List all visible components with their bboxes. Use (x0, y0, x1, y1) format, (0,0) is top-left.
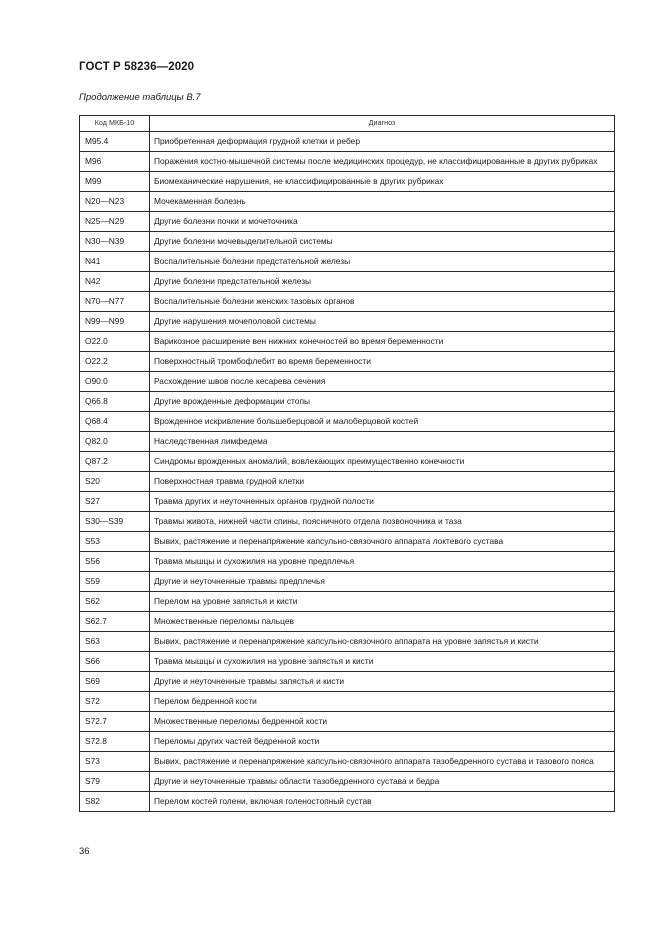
table-row (80, 792, 615, 812)
table-row (80, 592, 615, 612)
icd-code-cell: N99—N99 (80, 312, 150, 332)
table-row (80, 612, 615, 632)
diagnosis-cell: Поражения костно-мышечной системы после медицинских процедур, не классифицированные в других рубриках (150, 152, 615, 172)
diagnosis-cell: Травмы живота, нижней части спины, поясничного отдела позвоночника и таза (150, 512, 615, 532)
icd-code-cell: S72.8 (80, 732, 150, 752)
table-row (80, 332, 615, 352)
diagnosis-table (79, 115, 615, 812)
diagnosis-cell: Другие и неуточненные травмы запястья и кисти (150, 672, 615, 692)
diagnosis-cell: Мочекаменная болезнь (150, 192, 615, 212)
icd-code-cell: N20—N23 (80, 192, 150, 212)
icd-code-cell: S69 (80, 672, 150, 692)
diagnosis-cell: Воспалительные болезни женских тазовых органов (150, 292, 615, 312)
icd-code-cell: Q66.8 (80, 392, 150, 412)
diagnosis-cell: Воспалительные болезни предстательной железы (150, 252, 615, 272)
diagnosis-cell: Перелом костей голени, включая голеностопный сустав (150, 792, 615, 812)
diagnosis-cell: Врожденное искривление большеберцовой и малоберцовой костей (150, 412, 615, 432)
diagnosis-cell: Другие врожденные деформации стопы (150, 392, 615, 412)
diagnosis-cell: Вывих, растяжение и перенапряжение капсульно-связочного аппарата на уровне запястья и кисти (150, 632, 615, 652)
icd-code-cell: N70—N77 (80, 292, 150, 312)
diagnosis-cell: Переломы других частей бедренной кости (150, 732, 615, 752)
icd-code-cell: S79 (80, 772, 150, 792)
table-row (80, 252, 615, 272)
table-row (80, 432, 615, 452)
table-row (80, 392, 615, 412)
table-row (80, 712, 615, 732)
diagnosis-cell: Другие болезни почки и мочеточника (150, 212, 615, 232)
table-row (80, 772, 615, 792)
diagnosis-cell: Варикозное расширение вен нижних конечностей во время беременности (150, 332, 615, 352)
icd-code-cell: M95.4 (80, 132, 150, 152)
table-row (80, 632, 615, 652)
column-header-diagnosis: Диагноз (150, 116, 615, 132)
diagnosis-cell: Другие и неуточненные травмы области тазобедренного сустава и бедра (150, 772, 615, 792)
icd-code-cell: S82 (80, 792, 150, 812)
icd-code-cell: M96 (80, 152, 150, 172)
diagnosis-cell: Другие и неуточненные травмы предплечья (150, 572, 615, 592)
table-row (80, 512, 615, 532)
diagnosis-cell: Вывих, растяжение и перенапряжение капсульно-связочного аппарата локтевого сустава (150, 532, 615, 552)
table-row (80, 232, 615, 252)
table-row (80, 452, 615, 472)
diagnosis-cell: Перелом на уровне запястья и кисти (150, 592, 615, 612)
table-row (80, 472, 615, 492)
table-row (80, 532, 615, 552)
diagnosis-cell: Травма мышцы и сухожилия на уровне предплечья (150, 552, 615, 572)
table-row (80, 172, 615, 192)
table-row (80, 552, 615, 572)
diagnosis-cell: Поверхностная травма грудной клетки (150, 472, 615, 492)
icd-code-cell: S72.7 (80, 712, 150, 732)
icd-code-cell: O22.2 (80, 352, 150, 372)
icd-code-cell: Q87.2 (80, 452, 150, 472)
table-row (80, 352, 615, 372)
table-row (80, 152, 615, 172)
diagnosis-cell: Приобретенная деформация грудной клетки и ребер (150, 132, 615, 152)
table-row (80, 692, 615, 712)
table-row (80, 752, 615, 772)
table-body (80, 132, 615, 812)
table-row (80, 492, 615, 512)
table-row (80, 672, 615, 692)
icd-code-cell: M99 (80, 172, 150, 192)
diagnosis-cell: Другие нарушения мочеполовой системы (150, 312, 615, 332)
column-header-code: Код МКБ-10 (80, 116, 150, 132)
diagnosis-cell: Наследственная лимфедема (150, 432, 615, 452)
table-row (80, 212, 615, 232)
table-row (80, 132, 615, 152)
table-row (80, 372, 615, 392)
diagnosis-cell: Множественные переломы пальцев (150, 612, 615, 632)
diagnosis-cell: Синдромы врожденных аномалий, вовлекающих преимущественно конечности (150, 452, 615, 472)
icd-code-cell: S30—S39 (80, 512, 150, 532)
page-number: 36 (79, 846, 90, 857)
diagnosis-cell: Вывих, растяжение и перенапряжение капсульно-связочного аппарата тазобедренного сустава и тазового пояса (150, 752, 615, 772)
diagnosis-cell: Травма мышцы и сухожилия на уровне запястья и кисти (150, 652, 615, 672)
document-header: ГОСТ Р 58236—2020 (79, 61, 195, 73)
diagnosis-cell: Поверхностный тромбофлебит во время беременности (150, 352, 615, 372)
icd-code-cell: S73 (80, 752, 150, 772)
table-caption: Продолжение таблицы В.7 (79, 92, 201, 103)
table-header-row (80, 116, 615, 132)
table-row (80, 572, 615, 592)
icd-code-cell: S59 (80, 572, 150, 592)
diagnosis-cell: Множественные переломы бедренной кости (150, 712, 615, 732)
icd-code-cell: N42 (80, 272, 150, 292)
table-row (80, 652, 615, 672)
icd-code-cell: O22.0 (80, 332, 150, 352)
icd-code-cell: N25—N29 (80, 212, 150, 232)
icd-code-cell: N30—N39 (80, 232, 150, 252)
icd-code-cell: S72 (80, 692, 150, 712)
diagnosis-cell: Травма других и неуточненных органов грудной полости (150, 492, 615, 512)
icd-code-cell: S63 (80, 632, 150, 652)
diagnosis-cell: Расхождение швов после кесарева сечения (150, 372, 615, 392)
diagnosis-cell: Перелом бедренной кости (150, 692, 615, 712)
icd-code-cell: S62 (80, 592, 150, 612)
icd-code-cell: N41 (80, 252, 150, 272)
icd-code-cell: S56 (80, 552, 150, 572)
icd-code-cell: S27 (80, 492, 150, 512)
table-row (80, 732, 615, 752)
icd-code-cell: Q68.4 (80, 412, 150, 432)
icd-code-cell: O90.0 (80, 372, 150, 392)
icd-code-cell: S20 (80, 472, 150, 492)
table-row (80, 412, 615, 432)
table-row (80, 192, 615, 212)
table-row (80, 312, 615, 332)
table-row (80, 272, 615, 292)
diagnosis-cell: Другие болезни предстательной железы (150, 272, 615, 292)
icd-code-cell: S62.7 (80, 612, 150, 632)
icd-code-cell: S66 (80, 652, 150, 672)
diagnosis-cell: Другие болезни мочевыделительной системы (150, 232, 615, 252)
diagnosis-cell: Биомеханические нарушения, не классифицированные в других рубриках (150, 172, 615, 192)
table-row (80, 292, 615, 312)
icd-code-cell: Q82.0 (80, 432, 150, 452)
icd-code-cell: S53 (80, 532, 150, 552)
